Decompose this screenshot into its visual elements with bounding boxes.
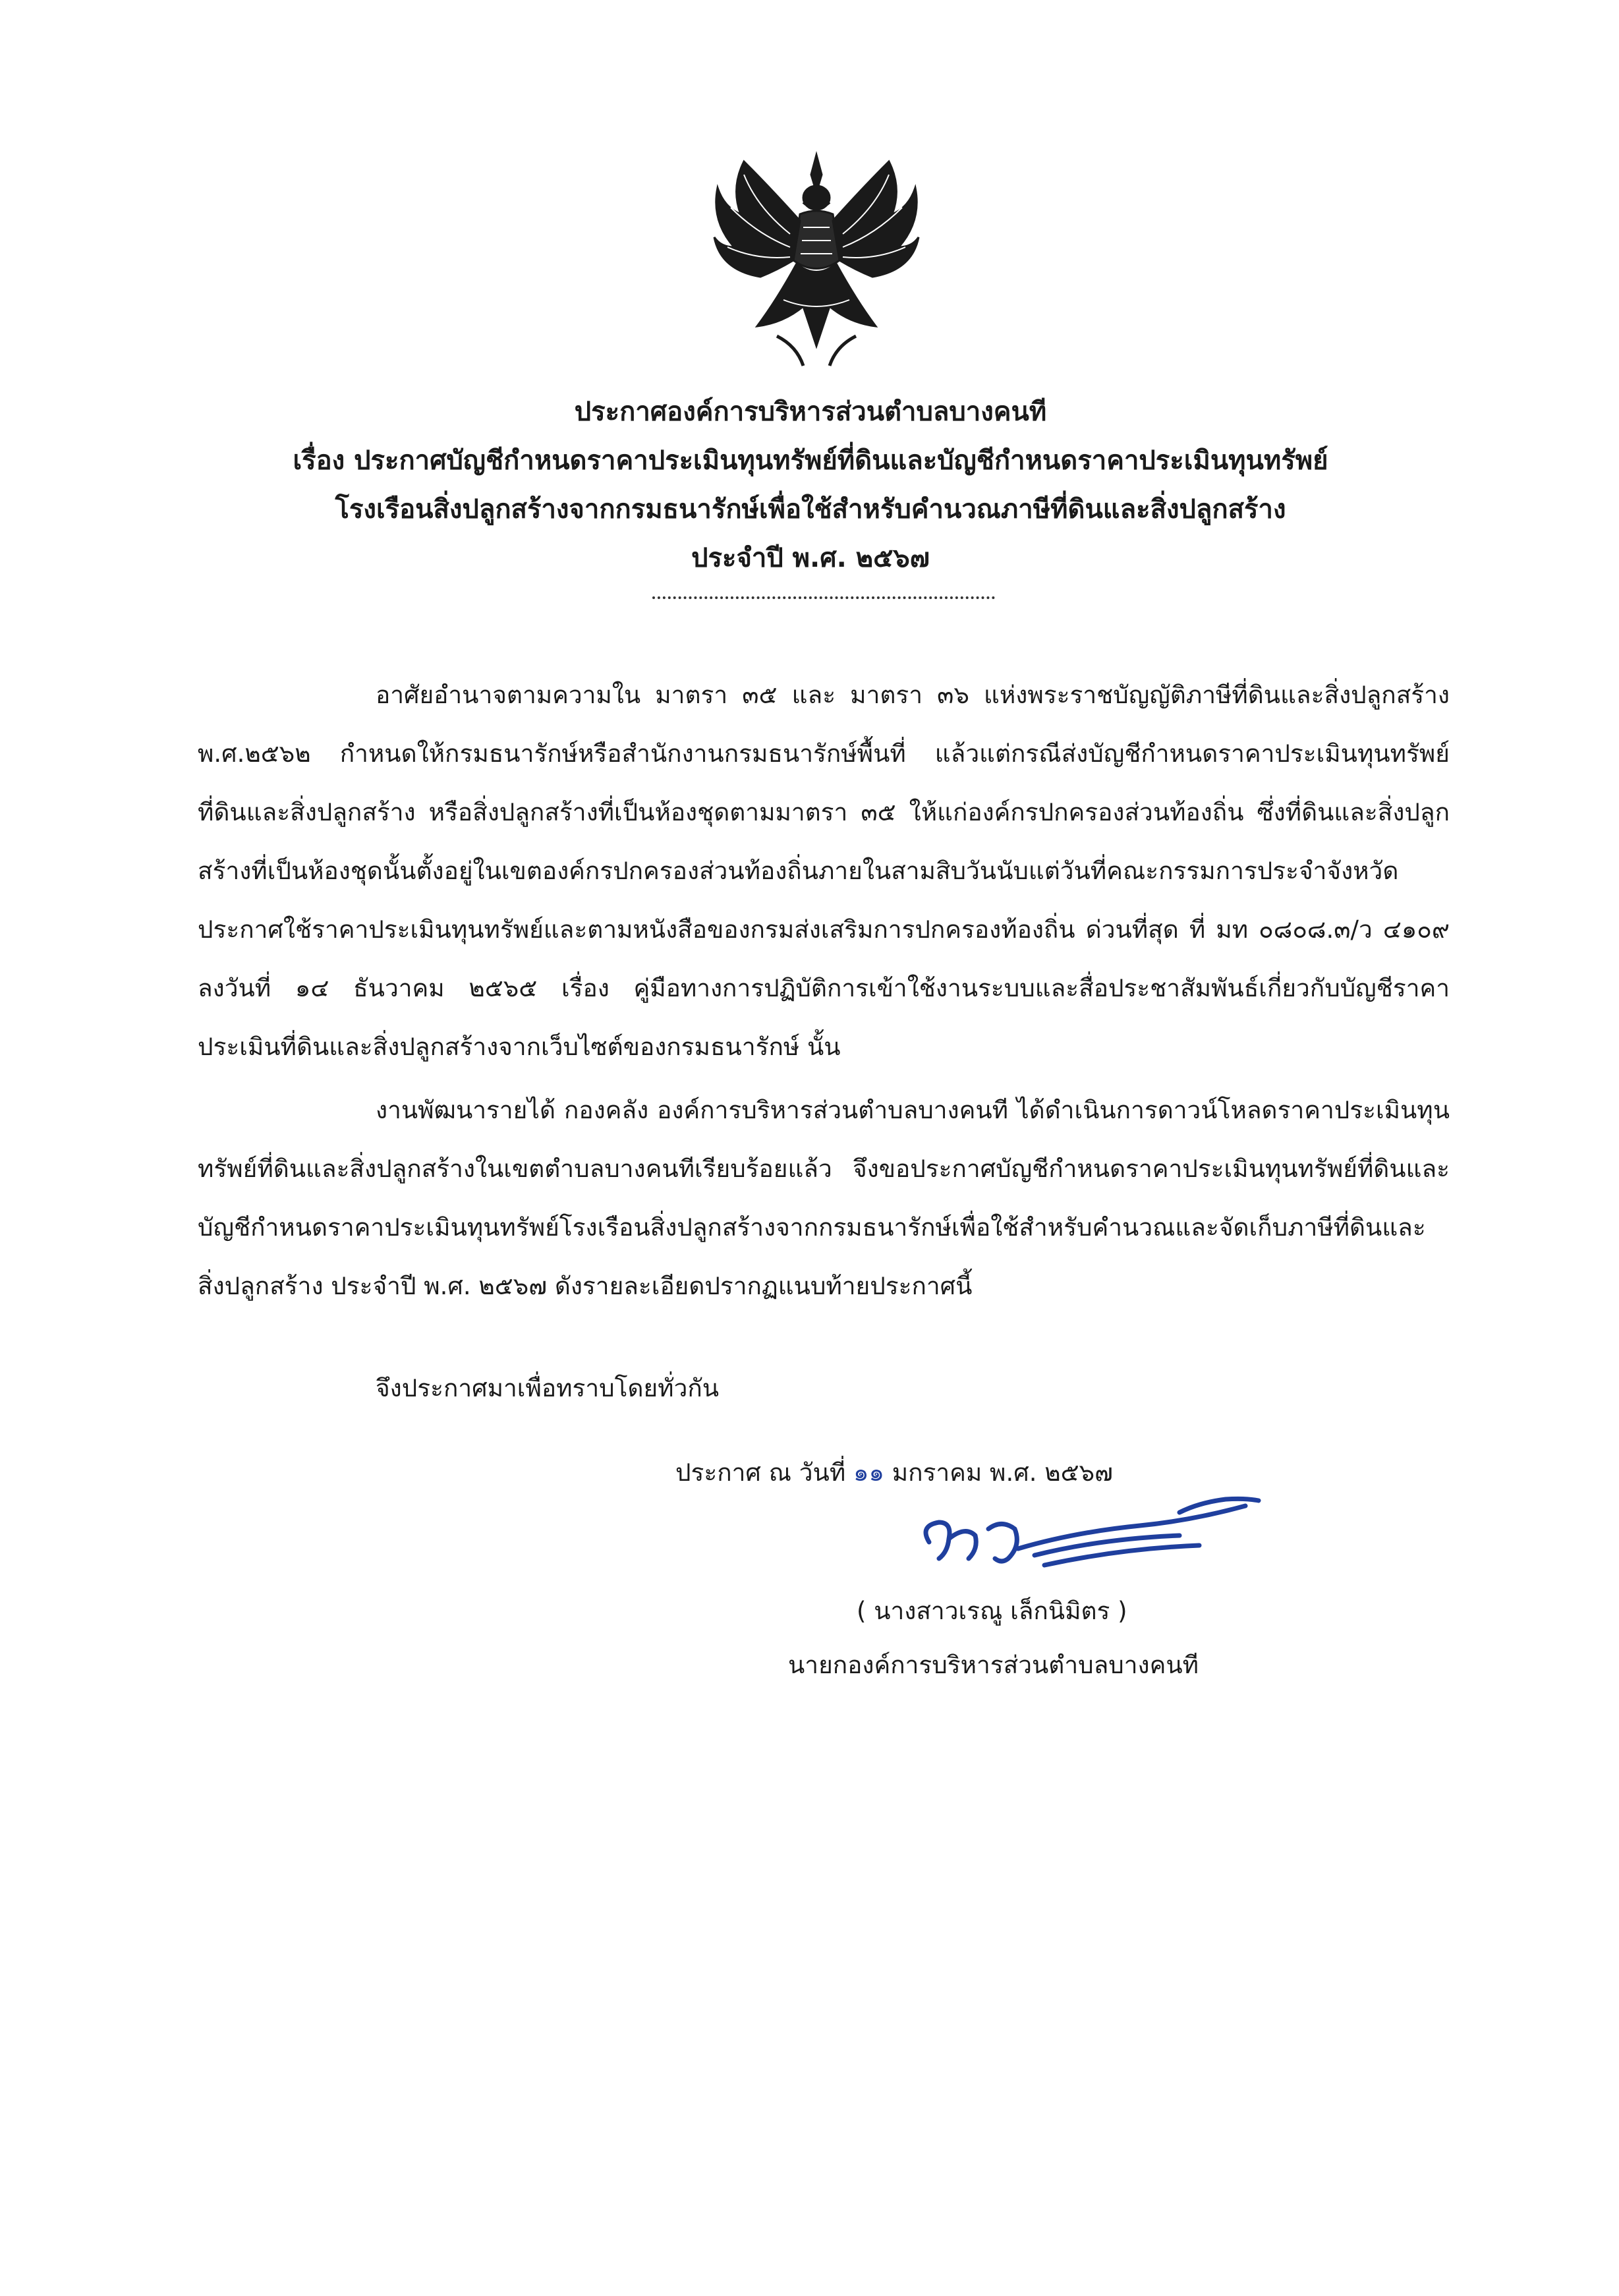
date-day: ๑๑ — [853, 1458, 884, 1487]
garuda-emblem-icon — [704, 148, 928, 372]
subject-line-3: ประจำปี พ.ศ. ๒๕๖๗ — [691, 543, 930, 573]
date-prefix: ประกาศ ณ วันที่ — [675, 1458, 853, 1487]
signer-name: ( นางสาวเรณู เล็กนิมิตร ) — [857, 1597, 1127, 1625]
handwritten-signature — [903, 1486, 1272, 1578]
body-paragraph-3-block — [198, 1359, 1450, 1418]
announcement-header — [165, 387, 1456, 583]
header-divider — [652, 596, 995, 599]
announcement-title: ประกาศองค์การบริหารส่วนตำบลบางคนที — [574, 397, 1047, 427]
subject-line-2: โรงเรือนสิ่งปลูกสร้างจากกรมธนารักษ์เพื่อใช้สำหรับคำนวณภาษีที่ดินและสิ่งปลูกสร้าง — [335, 494, 1286, 525]
body-paragraph-1-block — [198, 666, 1450, 1076]
subject-line-1: เรื่อง ประกาศบัญชีกำหนดราคาประเมินทุนทรัพย์ที่ดินและบัญชีกำหนดราคาประเมินทุนทรัพย์ — [293, 445, 1328, 476]
body-paragraph-2: งานพัฒนารายได้ กองคลัง องค์การบริหารส่วนตำบลบางคนที ได้ดำเนินการดาวน์โหลดราคาประเมินทุนทรัพย์ที่ดินและสิ่งปลูกสร้างในเขตตำบลบางคนทีเรียบร้อยแล้ว จึงขอประกาศบัญชีกำหนดราคาประเมินทุนทรัพย์ที่ดินและบัญชีกำหนดราคาประเมินทุนทรัพย์โรงเรือนสิ่งปลูกสร้างจากกรมธนารักษ์เพื่อใช้สำหรับคำนวณและจัดเก็บภาษีที่ดินและสิ่งปลูกสร้าง ประจำปี พ.ศ. ๒๕๖๗ ดังรายละเอียดปรากฏแนบท้ายประกาศนี้ — [198, 1096, 1450, 1300]
signer-title: นายกองค์การบริหารส่วนตำบลบางคนที — [788, 1651, 1199, 1679]
body-paragraph-1: อาศัยอำนาจตามความใน มาตรา ๓๕ และ มาตรา ๓๖ แห่งพระราชบัญญัติภาษีที่ดินและสิ่งปลูกสร้าง พ.ศ.๒๕๖๒ กำหนดให้กรมธนารักษ์หรือสำนักงานกรมธนารักษ์พื้นที่ แล้วแต่กรณีส่งบัญชีกำหนดราคาประเมินทุนทรัพย์ที่ดินและสิ่งปลูกสร้าง หรือสิ่งปลูกสร้างที่เป็นห้องชุดตามมาตรา ๓๕ ให้แก่องค์กรปกครองส่วนท้องถิ่น ซึ่งที่ดินและสิ่งปลูกสร้างที่เป็นห้องชุดนั้นตั้งอยู่ในเขตองค์กรปกครองส่วนท้องถิ่นภายในสามสิบวันนับแต่วันที่คณะกรรมการประจำจังหวัดประกาศใช้ราคาประเมินทุนทรัพย์และตามหนังสือของกรมส่งเสริมการปกครองท้องถิ่น ด่วนที่สุด ที่ มท ๐๘๐๘.๓/ว ๔๑๐๙ ลงวันที่ ๑๔ ธันวาคม ๒๕๖๕ เรื่อง คู่มือทางการปฏิบัติการเข้าใช้งานระบบและสื่อประชาสัมพันธ์เกี่ยวกับบัญชีราคาประเมินที่ดินและสิ่งปลูกสร้างจากเว็บไซต์ของกรมธนารักษ์ นั้น — [198, 681, 1450, 1061]
body-paragraph-3: จึงประกาศมาเพื่อทราบโดยทั่วกัน — [376, 1374, 720, 1402]
date-suffix: มกราคม พ.ศ. ๒๕๖๗ — [884, 1458, 1113, 1487]
body-paragraph-2-block — [198, 1081, 1450, 1315]
